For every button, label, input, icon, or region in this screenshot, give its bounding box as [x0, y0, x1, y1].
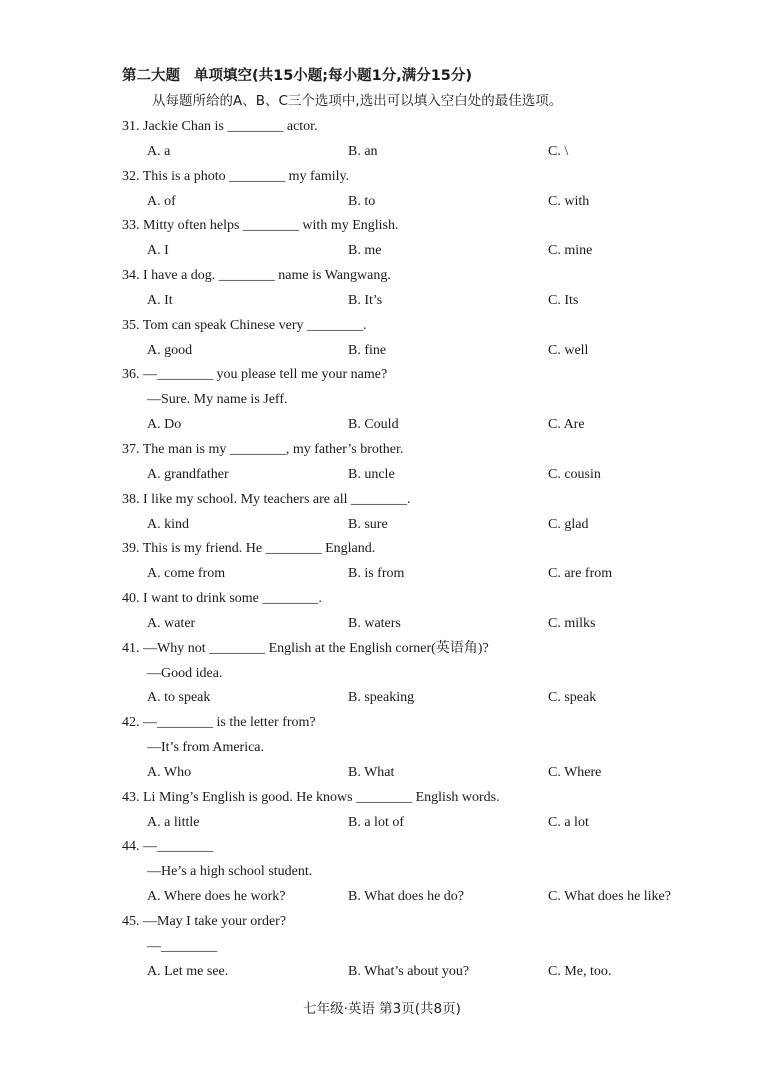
question-text: 41. —Why not ________ English at the English corner(英语角)? [122, 640, 489, 656]
option-b: B. Could [348, 417, 399, 433]
question-options [0, 761, 764, 786]
option-c: C. well [548, 342, 589, 358]
question-options [0, 239, 764, 264]
question-options [0, 190, 764, 215]
question-options [0, 686, 764, 711]
option-c: C. mine [548, 243, 593, 259]
dialogue-text: —Good idea. [147, 665, 223, 681]
question-dialogue-line [0, 736, 764, 761]
option-a: A. come from [147, 566, 226, 582]
question-stem [0, 637, 764, 662]
option-b: B. What does he do? [348, 889, 464, 905]
option-c: C. What does he like? [548, 889, 671, 905]
option-b: B. It’s [348, 292, 383, 308]
option-b: B. What’s about you? [348, 963, 470, 979]
question-stem [0, 786, 764, 811]
question-text: 43. Li Ming’s English is good. He knows ________ English words. [122, 789, 500, 805]
question-dialogue-line [0, 388, 764, 413]
section-title [122, 64, 472, 85]
option-c: C. with [548, 193, 590, 209]
question-text: 45. —May I take your order? [122, 914, 287, 929]
question-text: 32. This is a photo ________ my family. [122, 168, 350, 184]
option-b: B. speaking [348, 690, 415, 706]
question-options [0, 413, 764, 438]
option-a: A. Do [147, 417, 182, 433]
option-b: B. uncle [348, 466, 395, 482]
option-b: B. fine [348, 342, 387, 358]
question-options [0, 562, 764, 587]
option-c: C. milks [548, 615, 596, 631]
option-c: C. Its [548, 292, 579, 308]
question-text: 38. I like my school. My teachers are all ________. [122, 491, 411, 507]
question-options [0, 960, 764, 985]
option-a: A. Where does he work? [147, 889, 286, 905]
dialogue-text: —________ [147, 938, 217, 954]
question-text: 39. This is my friend. He ________ England. [122, 541, 376, 557]
option-a: A. It [147, 292, 173, 308]
option-a: A. Let me see. [147, 963, 229, 979]
option-c: C. a lot [548, 814, 589, 830]
question-options [0, 289, 764, 314]
question-stem [0, 214, 764, 239]
question-list [0, 115, 764, 985]
question-stem [0, 835, 764, 860]
section-heading: 单项填空(共15小题;每小题1分,满分15分) [194, 68, 473, 84]
question-options [0, 513, 764, 538]
question-stem [0, 314, 764, 339]
question-stem [0, 363, 764, 388]
option-a: A. kind [147, 516, 189, 532]
option-c: C. speak [548, 690, 597, 706]
option-b: B. me [348, 243, 382, 259]
option-b: B. What [348, 764, 395, 780]
question-text: 40. I want to drink some ________. [122, 591, 322, 607]
section-instruction: 从每题所给的A、B、C三个选项中,选出可以填入空白处的最佳选项。 [152, 93, 563, 109]
option-a: A. a little [147, 814, 200, 830]
section-number: 第二大题 [122, 68, 180, 84]
question-options [0, 339, 764, 364]
option-c: C. glad [548, 516, 589, 532]
question-stem [0, 165, 764, 190]
option-b: B. to [348, 193, 376, 209]
question-stem [0, 488, 764, 513]
question-stem [0, 264, 764, 289]
question-dialogue-line [0, 860, 764, 885]
dialogue-text: —Sure. My name is Jeff. [147, 392, 288, 408]
question-options [0, 811, 764, 836]
option-a: A. of [147, 193, 176, 209]
dialogue-text: —It’s from America. [147, 740, 265, 756]
option-a: A. to speak [147, 690, 211, 706]
option-a: A. good [147, 342, 193, 358]
question-stem [0, 910, 764, 935]
page-footer: 七年级·英语 第3页(共8页) [303, 1001, 461, 1017]
question-options [0, 612, 764, 637]
question-text: 35. Tom can speak Chinese very ________. [122, 317, 367, 333]
question-dialogue-line [0, 662, 764, 687]
question-stem [0, 711, 764, 736]
option-b: B. sure [348, 516, 388, 532]
question-text: 31. Jackie Chan is ________ actor. [122, 119, 318, 134]
question-text: 33. Mitty often helps ________ with my English. [122, 218, 399, 234]
option-c: C. are from [548, 566, 613, 582]
option-a: A. a [147, 143, 171, 159]
question-options [0, 463, 764, 488]
option-a: A. Who [147, 764, 192, 780]
question-stem [0, 115, 764, 140]
question-text: 34. I have a dog. ________ name is Wangwang. [122, 268, 391, 284]
question-text: 36. —________ you please tell me your name? [122, 367, 388, 383]
option-b: B. is from [348, 566, 405, 582]
option-b: B. waters [348, 615, 401, 631]
question-stem [0, 537, 764, 562]
option-a: A. I [147, 243, 169, 259]
option-c: C. cousin [548, 466, 601, 482]
option-c: C. Are [548, 417, 585, 433]
question-text: 37. The man is my ________, my father’s brother. [122, 441, 404, 457]
question-text: 44. —________ [122, 839, 213, 855]
question-text: 42. —________ is the letter from? [122, 715, 316, 731]
question-options [0, 140, 764, 165]
question-dialogue-line [0, 935, 764, 960]
question-stem [0, 587, 764, 612]
option-a: A. water [147, 615, 196, 631]
option-a: A. grandfather [147, 466, 229, 482]
option-c: C. Me, too. [548, 963, 612, 979]
question-options [0, 885, 764, 910]
option-c: C. \ [548, 143, 569, 159]
option-b: B. an [348, 143, 378, 159]
dialogue-text: —He’s a high school student. [147, 864, 313, 880]
option-c: C. Where [548, 764, 602, 780]
question-stem [0, 438, 764, 463]
option-b: B. a lot of [348, 814, 404, 830]
